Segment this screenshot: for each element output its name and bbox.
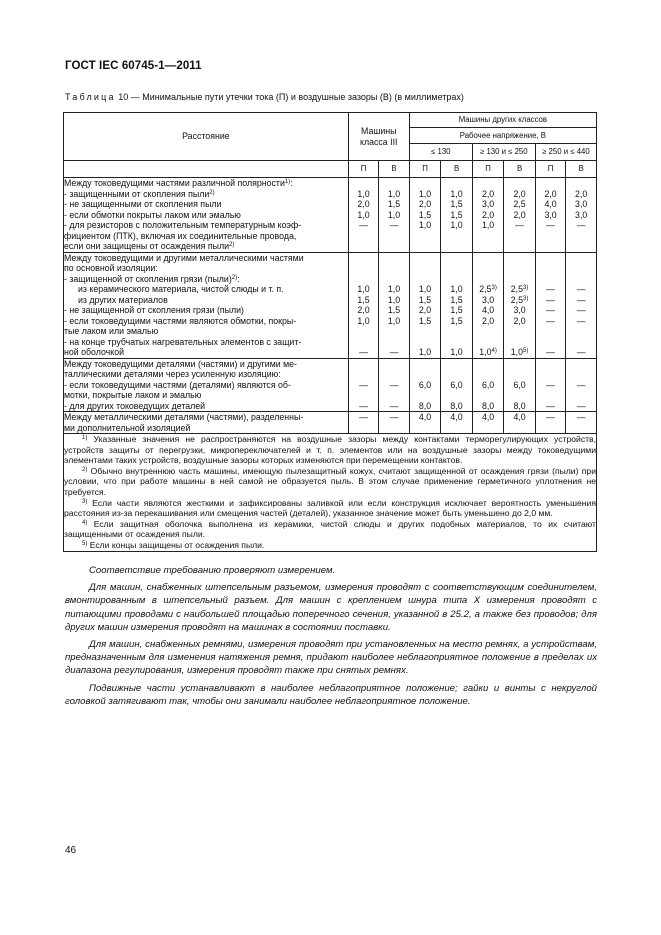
value-line: 1,0 (357, 209, 370, 220)
value-line (473, 390, 504, 401)
value-line (349, 359, 379, 370)
value-line (441, 423, 472, 434)
value-line: — (576, 305, 586, 315)
value-cell (566, 178, 597, 253)
value-cell (441, 178, 473, 253)
value-line (566, 423, 596, 434)
footnote: $^{3)}$ Если части являются жесткими и зафиксированы заливкой или если конструкция исключает вероятность уменьшения расстояния из-за перекашивания или смещения частей (деталей), указанное значение может быть уменьшено до 2,0 мм. (64, 497, 596, 519)
value-line (566, 253, 596, 264)
footnote: $^{4)}$ Если защитная оболочка выполнена из керамики, чистой слюды и других подобных материалов, то их считают защищенными от осаждения пыли. (64, 518, 596, 540)
value-line: 3,0 (481, 294, 495, 305)
footnote-mark: 3) (523, 295, 529, 302)
value-line (504, 326, 535, 337)
value-line: 1,0 (357, 284, 370, 294)
value-line: 8,0 (418, 400, 432, 411)
value-line: 1,0 (418, 284, 432, 294)
value-line (536, 178, 566, 189)
value-line: 2,0 (513, 315, 526, 326)
value-line: 1,0 (387, 294, 401, 305)
value-line: 2,0 (481, 188, 495, 199)
value-cell (535, 252, 566, 358)
footnote-mark: 3) (491, 285, 497, 291)
value-cell (348, 412, 379, 434)
subheader-cell: П (409, 161, 441, 178)
value-line (410, 274, 441, 285)
body-paragraph: Для машин, снабженных ремнями, измерения проводят при установленных на место ремнях, а устройствам, предназначенным для изменения натяжения ремня, придают наиболее неблагоприятное положение в пределах их диапазона регулирования, измерения проводят также при снятых ремнях. (65, 639, 597, 677)
value-cell (504, 412, 536, 434)
value-cell (566, 252, 597, 358)
value-line (410, 369, 441, 380)
value-line: 6,0 (418, 379, 432, 390)
value-line (473, 326, 504, 337)
value-line: 1,5 (450, 315, 463, 326)
value-cell (535, 358, 566, 412)
value-line: — (576, 315, 586, 326)
value-line: 1,0 (418, 220, 432, 230)
value-line (566, 337, 596, 348)
value-line: 2,0 (481, 209, 495, 220)
value-line: 4,0 (481, 412, 495, 422)
value-line (566, 274, 596, 285)
value-line (441, 390, 472, 401)
value-line (349, 253, 379, 264)
value-cell (409, 252, 441, 358)
value-line: — (546, 315, 555, 326)
value-line (410, 326, 441, 337)
value-line: — (576, 347, 586, 357)
value-line (536, 423, 566, 434)
footnote-mark: 4) (491, 348, 497, 354)
value-line: 2,5$^{3)}$ (510, 284, 529, 294)
value-line (441, 274, 472, 285)
value-line (441, 326, 472, 337)
value-line: 1,5 (450, 209, 463, 220)
value-line (349, 178, 379, 189)
value-line: — (576, 412, 586, 422)
body-paragraph: Соответствие требованию проверяют измерением. (89, 565, 336, 576)
value-line: 1,0$^{4)}$ (479, 347, 497, 357)
value-line (536, 263, 566, 274)
value-line: 2,5 (513, 199, 526, 209)
value-line (504, 369, 535, 380)
value-line: 8,0 (481, 400, 495, 411)
value-line: 1,0 (387, 209, 401, 220)
value-line (473, 178, 504, 189)
value-line: — (576, 220, 586, 230)
value-line (379, 326, 409, 337)
value-line: — (389, 347, 399, 357)
value-line: 2,0 (513, 209, 526, 220)
value-line: — (546, 284, 555, 294)
value-line: 1,0 (450, 284, 463, 294)
value-line: — (546, 347, 555, 357)
value-line (566, 359, 596, 370)
value-line: 2,0 (481, 315, 495, 326)
value-line: — (389, 400, 399, 411)
body-paragraph: Для машин, снабженных штепсельным разъемом, измерения проводят с соответствующим соединителем, вмонтированным в штепсельный разъем. Для машин с креплением шнура типа X измерения проводят с питающими проводами с наибольшей площадью поперечного сечения, указанной в 25.2, а также без проводов; для других машин измерения проводят на машинах в состоянии поставки. (65, 582, 597, 633)
value-line: — (546, 294, 555, 305)
subheader-cell: В (441, 161, 473, 178)
page-number: 46 (65, 845, 77, 856)
value-line: 8,0 (513, 400, 526, 411)
value-line (379, 337, 409, 348)
value-line (379, 390, 409, 401)
value-line: — (546, 379, 555, 390)
value-line: 3,0 (513, 305, 526, 315)
value-line (441, 337, 472, 348)
value-line: — (546, 220, 555, 230)
header-voltage: Рабочее напряжение, В (409, 128, 596, 144)
value-line (441, 253, 472, 264)
value-line (379, 423, 409, 434)
value-line: 2,0 (544, 188, 557, 199)
value-line (349, 423, 379, 434)
value-line: 1,5 (450, 294, 463, 305)
value-line: 3,0 (575, 209, 588, 220)
header-distance: Расстояние (64, 113, 349, 161)
value-cell (379, 252, 410, 358)
value-line: — (359, 400, 368, 411)
value-line (379, 359, 409, 370)
value-line: 8,0 (450, 400, 463, 411)
value-line: — (546, 400, 555, 411)
value-cell (566, 358, 597, 412)
subheader-cell: В (504, 161, 536, 178)
value-line (504, 178, 535, 189)
value-line: 4,0 (544, 199, 557, 209)
value-line: — (515, 220, 524, 230)
header-range-3: ≥ 250 и ≤ 440 (535, 144, 596, 161)
value-cell (348, 252, 379, 358)
body-text (65, 564, 597, 712)
value-line: 1,5 (418, 315, 432, 326)
value-line: 1,0$^{5)}$ (510, 347, 529, 357)
table-notes (64, 434, 597, 552)
value-line (536, 253, 566, 264)
value-line (349, 326, 379, 337)
value-line: 6,0 (450, 379, 463, 390)
value-line: — (576, 294, 586, 305)
value-line (504, 337, 535, 348)
value-cell (379, 178, 410, 253)
header-empty (64, 161, 349, 178)
value-line: — (546, 412, 555, 422)
value-line (566, 369, 596, 380)
value-line (473, 263, 504, 274)
value-line: 1,0 (387, 284, 401, 294)
section-label: Между токоведущими и другими металлическими частями по основной изоляции: - защищенной от скопления грязи (пыли)$^{2)}$: из керамического материала, чистой слюды и т. п. из других материалов - не защищенной от скопления грязи (пыли) - если токоведущими частями являются обмотки, покры- тые лаком или эмалью - на конце трубчатых нагревательных элементов с защит- ной оболочкой (64, 252, 349, 358)
value-line: — (546, 305, 555, 315)
section-row-reinforced-insulation (64, 358, 597, 412)
value-line (566, 390, 596, 401)
section-row-basic-insulation (64, 252, 597, 358)
header-range-2: ≥ 130 и ≤ 250 (472, 144, 535, 161)
header-range-1: ≤ 130 (409, 144, 472, 161)
value-line (536, 274, 566, 285)
value-cell (535, 178, 566, 253)
value-line (441, 359, 472, 370)
value-line: 2,0 (418, 199, 432, 209)
value-line (349, 390, 379, 401)
value-cell (379, 412, 410, 434)
clearances-table (63, 112, 597, 552)
subheader-cell: В (566, 161, 597, 178)
value-line: 2,0 (357, 199, 370, 209)
value-line: 1,5 (418, 209, 432, 220)
value-line (379, 263, 409, 274)
value-line (349, 263, 379, 274)
value-line: 1,0 (481, 220, 495, 230)
value-line: — (359, 379, 368, 390)
value-line: — (359, 220, 368, 230)
value-line: 2,5$^{3)}$ (510, 294, 529, 305)
value-line (504, 274, 535, 285)
value-line: 3,0 (575, 199, 588, 209)
value-line: 1,0 (418, 347, 432, 357)
value-line (410, 423, 441, 434)
value-line (379, 253, 409, 264)
value-line: 3,0 (481, 199, 495, 209)
value-line (473, 274, 504, 285)
value-line (473, 359, 504, 370)
footnote: $^{5)}$ Если концы защищены от осаждения пыли. (82, 539, 265, 550)
value-line (473, 337, 504, 348)
value-line: — (389, 412, 399, 422)
subheader-cell: П (535, 161, 566, 178)
value-cell (441, 412, 473, 434)
value-line (504, 263, 535, 274)
value-cell (566, 412, 597, 434)
value-line: 4,0 (450, 412, 463, 422)
value-line (441, 263, 472, 274)
value-line: — (576, 400, 586, 411)
value-line (410, 263, 441, 274)
value-cell (348, 358, 379, 412)
value-line: 4,0 (481, 305, 495, 315)
value-cell (348, 178, 379, 253)
value-line: 2,0 (418, 305, 432, 315)
footnote-mark: 3) (523, 285, 529, 291)
value-line: — (576, 379, 586, 390)
value-line: — (389, 379, 399, 390)
section-label: Между металлическими деталями (частями), разделенны- ми дополнительной изоляцией (64, 412, 349, 434)
section-row-polarity (64, 178, 597, 253)
value-line (504, 423, 535, 434)
value-cell (409, 178, 441, 253)
value-line (504, 359, 535, 370)
value-line: 2,0 (513, 188, 526, 199)
value-cell (441, 252, 473, 358)
value-line: 1,5 (357, 294, 370, 305)
caption-word: Таблица (65, 92, 116, 102)
value-line: 1,5 (418, 294, 432, 305)
table-notes-row (64, 434, 597, 552)
value-cell (504, 178, 536, 253)
value-cell (535, 412, 566, 434)
value-line (536, 390, 566, 401)
document-header: ГОСТ IEC 60745-1—2011 (65, 60, 202, 72)
value-line: 2,0 (575, 188, 588, 199)
value-line (536, 359, 566, 370)
value-cell (472, 178, 504, 253)
value-line: 1,5 (387, 199, 401, 209)
value-line (410, 337, 441, 348)
value-line (441, 178, 472, 189)
value-line: — (389, 220, 399, 230)
value-line (504, 253, 535, 264)
value-line: 1,0 (387, 188, 401, 199)
value-line (379, 369, 409, 380)
value-line (379, 178, 409, 189)
body-paragraph: Подвижные части устанавливают в наиболее неблагоприятное положение; гайки и винты с некруглой головкой затягивают так, чтобы они занимали наиболее неблагоприятное положение. (65, 682, 597, 707)
subheader-cell: П (348, 161, 379, 178)
value-cell (472, 252, 504, 358)
subheader-cell: П (472, 161, 504, 178)
value-line: 1,0 (357, 315, 370, 326)
value-line: — (576, 284, 586, 294)
value-line (349, 337, 379, 348)
value-line (349, 369, 379, 380)
value-line: 6,0 (481, 379, 495, 390)
value-cell (441, 358, 473, 412)
value-line (349, 274, 379, 285)
value-line (473, 423, 504, 434)
value-cell (379, 358, 410, 412)
value-cell (472, 358, 504, 412)
section-label: Между токоведущими частями различной полярности$^{1)}$: - защищенными от скопления пыли$^{2)}$ - не защищенными от скопления пыли - если обмотки покрыты лаком или эмалью - для резисторов с положительным температурным коэф- фициентом (ПТК), включая их соединительные провода, если они защищены от осаждения пыли$^{2)}$ (64, 178, 349, 253)
value-line (379, 274, 409, 285)
value-line (536, 337, 566, 348)
section-row-supplementary-insulation (64, 412, 597, 434)
value-line: 1,0 (450, 220, 463, 230)
value-line (566, 326, 596, 337)
value-cell (472, 412, 504, 434)
value-line: 1,5 (450, 199, 463, 209)
value-line (566, 263, 596, 274)
value-line: 1,0 (418, 188, 432, 199)
value-line (410, 253, 441, 264)
section-label: Между токоведущими деталями (частями) и другими ме- таллическими деталями через усиленную изоляцию: - если токоведущими частями (деталями) являются об- мотки, покрытые лаком и эмалью - для других токоведущих деталей (64, 358, 349, 412)
value-line (410, 359, 441, 370)
value-line: 3,0 (544, 209, 557, 220)
value-line: 1,0 (450, 188, 463, 199)
value-line: 2,0 (357, 305, 370, 315)
value-line: 1,5 (387, 305, 401, 315)
value-line (410, 390, 441, 401)
value-line: 1,0 (387, 315, 401, 326)
value-line: 4,0 (418, 412, 432, 422)
header-other-classes: Машины других классов (409, 113, 596, 128)
value-line (410, 178, 441, 189)
value-line: — (359, 347, 368, 357)
value-line (504, 390, 535, 401)
value-line (441, 369, 472, 380)
value-line: 1,0 (450, 347, 463, 357)
footnote: $^{2)}$ Обычно внутреннюю часть машины, имеющую пылезащитный кожух, считают защищенной от осаждения грязи (пыли) при условии, что при работе машины в ней самой не образуется пыль. В этом случае применение герметичного уплотнения не требуется. (64, 465, 597, 497)
value-cell (504, 252, 536, 358)
value-cell (409, 358, 441, 412)
value-line: 4,0 (513, 412, 526, 422)
value-cell (409, 412, 441, 434)
value-line (566, 178, 596, 189)
value-line: 2,5$^{3)}$ (479, 284, 497, 294)
footnote: $^{1)}$ Указанные значения не распространяются на воздушные зазоры между контактами терморегулирующих устройств, устройств защиты от перегрузки, микропереключателей и т. п. элементов или на воздушные зазоры между токоведущими элементами таких устройств, воздушные зазоры которых изменяются при перемещении контактов. (64, 434, 597, 466)
caption-number: 10 (118, 92, 129, 102)
value-line: 1,0 (357, 188, 370, 199)
value-line: 6,0 (513, 379, 526, 390)
value-cell (504, 358, 536, 412)
table-caption (65, 92, 464, 102)
subheader-cell: В (379, 161, 410, 178)
caption-text: — Минимальные пути утечки тока (П) и воздушные зазоры (В) (в миллиметрах) (130, 92, 464, 102)
footnote-mark: 5) (523, 348, 529, 354)
value-line (473, 253, 504, 264)
value-line (536, 369, 566, 380)
header-class3: Машины класса III (348, 113, 409, 161)
value-line: 1,5 (450, 305, 463, 315)
value-line: — (359, 412, 368, 422)
value-line (536, 326, 566, 337)
value-line (473, 369, 504, 380)
